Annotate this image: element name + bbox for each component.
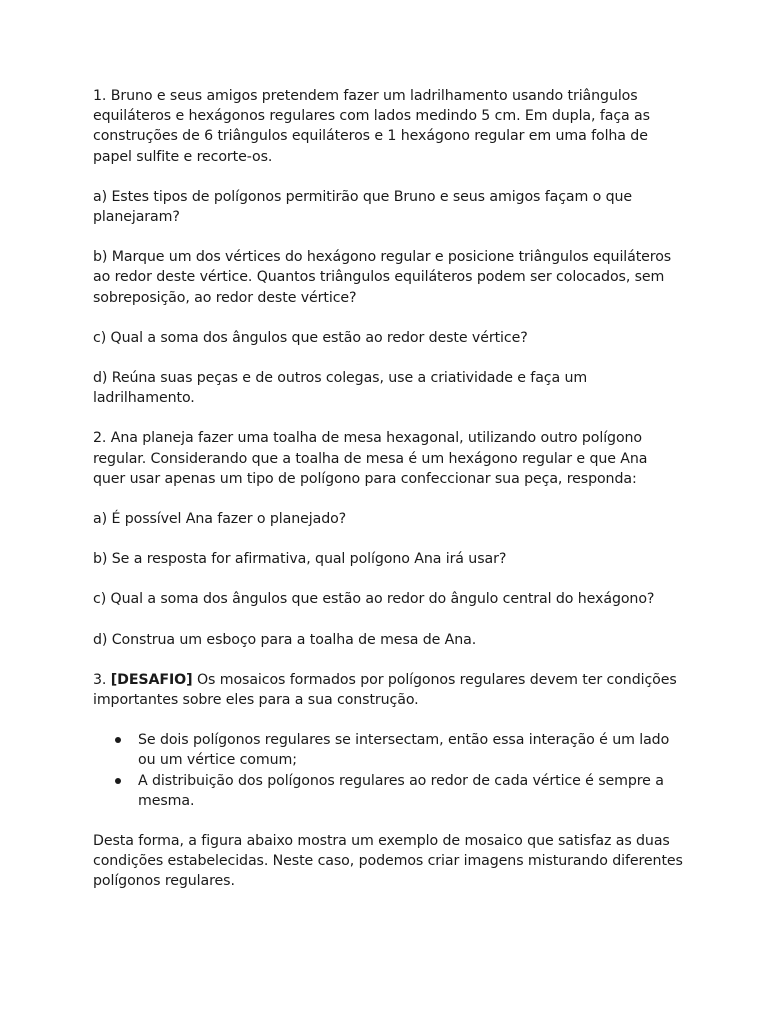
bullet-icon: [115, 778, 121, 784]
q3-closing: Desta forma, a figura abaixo mostra um exemplo de mosaico que satisfaz as duas condições estabelecidas. Neste caso, podemos criar imagens misturando diferentes polígonos regulares.: [93, 833, 683, 890]
q2-item-c: c) Qual a soma dos ângulos que estão ao redor do ângulo central do hexágono?: [93, 591, 655, 608]
q1-intro: 1. Bruno e seus amigos pretendem fazer um ladrilhamento usando triângulos equiláteros e hexágonos regulares com lados medindo 5 cm. Em dupla, faça as construções de 6 triângulos equiláteros e 1 hexágono regular em uma folha de papel sulfite e recorte-os.: [93, 88, 650, 165]
q1-item-c: c) Qual a soma dos ângulos que estão ao redor deste vértice?: [93, 329, 528, 346]
q3-conditions-list: [93, 730, 683, 811]
q3-condition-1: Se dois polígonos regulares se intersectam, então essa interação é um lado ou um vértice comum;: [138, 732, 670, 769]
list-item: [138, 730, 683, 770]
q3-intro: Os mosaicos formados por polígonos regulares devem ter condições importantes sobre eles para a sua construção.: [93, 671, 677, 709]
q1-item-b: b) Marque um dos vértices do hexágono regular e posicione triângulos equiláteros ao redor deste vértice. Quantos triângulos equiláteros podem ser colocados, sem sobreposição, ao redor deste vértice?: [93, 249, 672, 306]
q3-challenge-tag: [DESAFIO]: [110, 671, 193, 688]
list-item: [138, 771, 683, 811]
q2-item-d: d) Construa um esboço para a toalha de mesa de Ana.: [93, 631, 477, 648]
q1-item-d: d) Reúna suas peças e de outros colegas, use a criatividade e faça um ladrilhamento.: [93, 370, 588, 407]
q2-item-b: b) Se a resposta for afirmativa, qual polígono Ana irá usar?: [93, 551, 507, 568]
q1-item-a: a) Estes tipos de polígonos permitirão que Bruno e seus amigos façam o que planejaram?: [93, 188, 633, 226]
q2-item-a: a) É possível Ana fazer o planejado?: [93, 511, 347, 528]
q2-intro: 2. Ana planeja fazer uma toalha de mesa hexagonal, utilizando outro polígono regular. Considerando que a toalha de mesa é um hexágono regular e que Ana quer usar apenas um tipo de polígono para confeccionar sua peça, responda:: [93, 430, 648, 487]
bullet-icon: [115, 737, 121, 743]
q3-intro-paragraph: [93, 670, 683, 710]
q3-number: 3.: [93, 671, 107, 688]
document-page: [93, 86, 683, 912]
q3-condition-2: A distribuição dos polígonos regulares ao redor de cada vértice é sempre a mesma.: [138, 772, 664, 809]
